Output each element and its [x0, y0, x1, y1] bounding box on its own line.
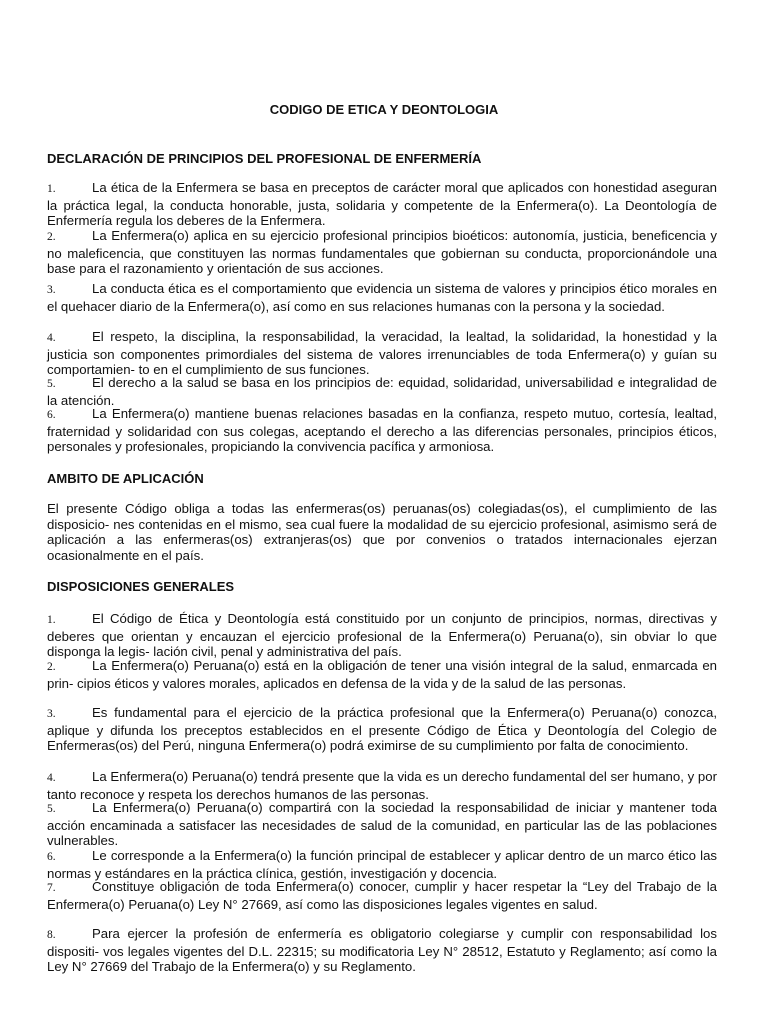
document-title: CODIGO DE ETICA Y DEONTOLOGIA [269, 102, 499, 117]
item-number: 5. [47, 803, 56, 815]
item-number: 6. [47, 409, 56, 421]
item-text: La Enfermera(o) Peruana(o) tendrá presente que la vida es un derecho fundamental del ser humano, y por tanto reconoce y respeta los derechos humanos de las personas. [47, 769, 717, 802]
principle-item-5 [47, 375, 717, 408]
section-heading-principios: DECLARACIÓN DE PRINCIPIOS DEL PROFESIONAL DE ENFERMERÍA [47, 151, 482, 166]
principle-item-2 [47, 228, 717, 277]
item-number: 3. [47, 708, 56, 720]
item-text: El Código de Ética y Deontología está constituido por un conjunto de principios, normas, directivas y deberes que orientan y encauzan el ejercicio profesional de la Enfermera(o) Peruana(o), sin obviar lo que disponga la legis- lación civil, penal y administrativa del país. [47, 611, 717, 659]
item-number: 4. [47, 332, 56, 344]
item-text: Le corresponde a la Enfermera(o) la función principal de establecer y aplicar dentro de un marco ético las normas y estándares en la práctica clínica, gestión, investigación y docencia. [47, 848, 717, 881]
section-heading-disposiciones: DISPOSICIONES GENERALES [47, 579, 235, 594]
principle-item-1 [47, 180, 717, 229]
item-number: 2. [47, 231, 56, 243]
item-text: Para ejercer la profesión de enfermería es obligatorio colegiarse y cumplir con responsabilidad los dispositi- vos legales vigentes del D.L. 22315; su modificatoria Ley N° 28512, Estatuto y Reglamento; así como la Ley N° 27669 del Trabajo de la Enfermera(o) y su Reglamento. [47, 926, 717, 974]
principle-item-3 [47, 281, 717, 314]
principle-item-6 [47, 406, 717, 455]
item-text: Constituye obligación de toda Enfermera(o) conocer, cumplir y hacer respetar la “Ley del Trabajo de la Enfermera(o) Peruana(o) Ley N° 27669, así como las disposiciones legales vigentes en salud. [47, 879, 717, 912]
item-number: 3. [47, 284, 56, 296]
item-number: 1. [47, 614, 56, 626]
item-text: La ética de la Enfermera se basa en preceptos de carácter moral que aplicados con honestidad aseguran la práctica legal, la conducta honorable, justa, solidaria y competente de la Enfermera(o). La Deontología de Enfermería regula los deberes de la Enfermera. [47, 180, 717, 228]
item-number: 4. [47, 772, 56, 784]
disposition-item-1 [47, 611, 717, 660]
item-text: La conducta ética es el comportamiento que evidencia un sistema de valores y principios ético morales en el quehacer diario de la Enfermera(o), así como en sus relaciones humanas con la persona y la sociedad. [47, 281, 717, 314]
item-text: El derecho a la salud se basa en los principios de: equidad, solidaridad, universabilidad e integralidad de la atención. [47, 375, 717, 408]
item-text: La Enfermera(o) Peruana(o) está en la obligación de tener una visión integral de la salud, enmarcada en prin- cipios éticos y valores morales, aplicados en defensa de la vida y de la salud de las personas. [47, 658, 717, 691]
item-text: Es fundamental para el ejercicio de la práctica profesional que la Enfermera(o) Peruana(o) conozca, aplique y difunda los preceptos establecidos en el presente Código de Ética y Deontología del Colegio de Enfermeras(os) del Perú, ninguna Enfermera(o) podrá eximirse de su cumplimiento por falta de conocimiento. [47, 705, 717, 753]
item-number: 8. [47, 929, 56, 941]
item-number: 6. [47, 851, 56, 863]
item-text: La Enfermera(o) aplica en su ejercicio profesional principios bioéticos: autonomía, justicia, beneficencia y no maleficencia, que constituyen las normas fundamentales que gobiernan su conducta, proporcionándole una base para el razonamiento y orientación de sus acciones. [47, 228, 717, 276]
item-number: 5. [47, 378, 56, 390]
item-text: El respeto, la disciplina, la responsabilidad, la veracidad, la lealtad, la solidaridad, la honestidad y la justicia son componentes primordiales del sistema de valores irrenunciables de toda Enfermera(o) y guían su comportamien- to en el cumplimiento de sus funciones. [47, 329, 717, 377]
disposition-item-5 [47, 800, 717, 849]
item-text: La Enfermera(o) Peruana(o) compartirá con la sociedad la responsabilidad de iniciar y mantener toda acción encaminada a satisfacer las necesidades de salud de la comunidad, en particular las de las poblaciones vulnerables. [47, 800, 717, 848]
item-number: 7. [47, 882, 56, 894]
principle-item-4 [47, 329, 717, 378]
disposition-item-6 [47, 848, 717, 881]
item-number: 1. [47, 183, 56, 195]
disposition-item-4 [47, 769, 717, 802]
disposition-item-7 [47, 879, 717, 912]
disposition-item-3 [47, 705, 717, 754]
item-text: La Enfermera(o) mantiene buenas relaciones basadas en la confianza, respeto mutuo, cortesía, lealtad, fraternidad y solidaridad con sus colegas, aceptando el derecho a las diferencias personales, principios éticos, personales y profesionales, propiciando la convivencia pacífica y armoniosa. [47, 406, 717, 454]
ambito-paragraph: El presente Código obliga a todas las enfermeras(os) peruanas(os) colegiadas(os), el cumplimiento de las disposicio- nes contenidas en el mismo, sea cual fuere la modalidad de su ejercicio profesional, asimismo será de aplicación a las enfermeras(os) extranjeras(os) que por convenios o tratados internacionales ejerzan ocasionalmente en el país. [47, 501, 717, 563]
disposition-item-2 [47, 658, 717, 691]
disposition-item-8 [47, 926, 717, 975]
item-number: 2. [47, 661, 56, 673]
section-heading-ambito: AMBITO DE APLICACIÓN [47, 471, 204, 486]
